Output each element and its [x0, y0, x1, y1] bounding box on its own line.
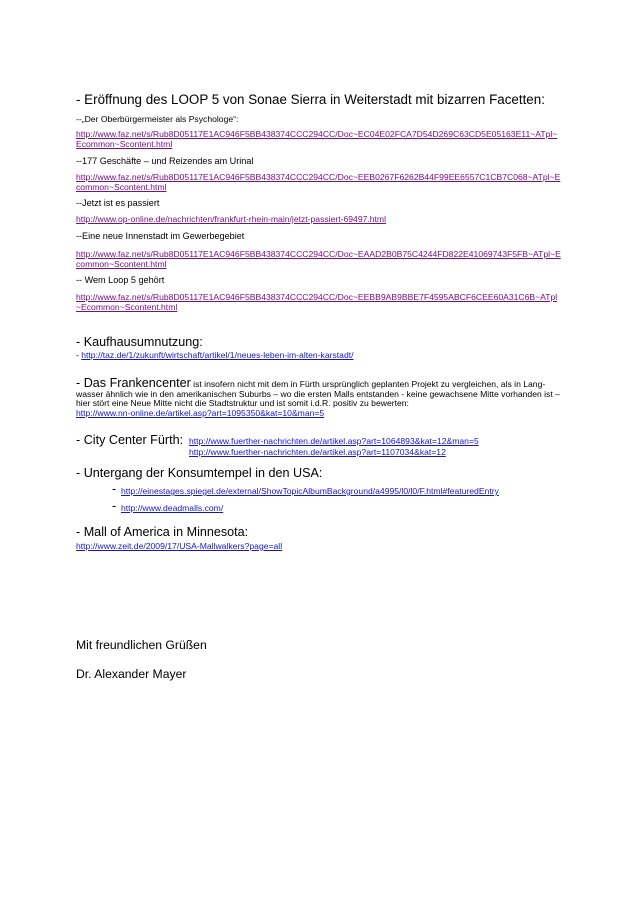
loop5-item-title: --177 Geschäfte – und Reizendes am Urinal — [76, 156, 254, 166]
frankencenter-heading: - Das Frankencenter — [76, 376, 191, 390]
frankencenter-link[interactable]: http://www.nn-online.de/artikel.asp?art=1095350&kat=10&man=5 — [76, 407, 325, 418]
loop5-item-link-cont[interactable]: common~Scontent.html — [76, 182, 167, 192]
kaufhaus-heading: - Kaufhausumnutzung: — [76, 335, 203, 349]
moa-heading: - Mall of America in Minnesota: — [76, 525, 249, 539]
frankencenter-text: wasser ähnlich wie in den amerikanischen Suburbs – wo die ersten Malls entstanden - keine gewachsene Mitte vorhanden ist – — [76, 388, 560, 399]
loop5-item-link[interactable]: http://www.faz.net/s/Rub8D05117E1AC946F5BB438374CCC294CC/Doc~EEB0267F6262B44F99EE6557C1CB7C068~ATpl~E — [76, 172, 561, 182]
signature: Dr. Alexander Mayer — [76, 667, 187, 681]
bullet-dash: - — [112, 482, 117, 496]
loop5-item-link-cont[interactable]: Ecommon~Scontent.html — [76, 139, 173, 149]
kaufhaus-link[interactable]: http://taz.de/1/zukunft/wirtschaft/artikel/1/neues-leben-im-alten-karstadt/ — [81, 350, 354, 360]
loop5-item-link[interactable]: http://www.faz.net/s/Rub8D05117E1AC946F5BB438374CCC294CC/Doc~EC04E02FCA7D54D269C63CD5E05163E11~ATpl~ — [76, 129, 558, 139]
loop5-item-title: -- Wem Loop 5 gehört — [76, 275, 165, 285]
bullet-dash: - — [112, 499, 117, 513]
frankencenter-text: hier stört eine Neue Mitte nicht die Stadtstruktur und ist somit i.d.R. positiv zu bewerten: — [76, 398, 409, 409]
loop5-item-link-cont[interactable]: common~Scontent.html — [76, 259, 167, 269]
citycenter-link[interactable]: http://www.fuerther-nachrichten.de/artikel.asp?art=1064893&kat=12&man=5 — [189, 436, 479, 446]
moa-link[interactable]: http://www.zeit.de/2009/17/USA-Mallwalkers?page=all — [76, 541, 283, 551]
loop5-item-title: --Jetzt ist es passiert — [76, 198, 160, 208]
loop5-item-link[interactable]: http://www.faz.net/s/Rub8D05117E1AC946F5BB438374CCC294CC/Doc~EEBB9AB9BBE7F4595ABCF6CEE60A31C6B~ATpl — [76, 292, 558, 302]
loop5-item-title: --Eine neue Innenstadt im Gewerbegebiet — [76, 231, 245, 241]
dash-prefix: - — [76, 350, 82, 360]
loop5-heading: - Eröffnung des LOOP 5 von Sonae Sierra in Weiterstadt mit bizarren Facetten: — [76, 92, 545, 107]
loop5-item-link[interactable]: http://www.faz.net/s/Rub8D05117E1AC946F5BB438374CCC294CC/Doc~EAAD2B0B75C4244FD822E41069743F5FB~ATpl~E — [76, 249, 561, 259]
konsum-link[interactable]: http://einestages.spiegel.de/external/ShowTopicAlbumBackground/a4995/l0/l0/F.html#featuredEntry — [121, 486, 499, 496]
loop5-item-title: --„Der Oberbürgermeister als Psychologe“: — [76, 114, 239, 124]
loop5-item-link[interactable]: http://www.op-online.de/nachrichten/frankfurt-rhein-main/jetzt-passiert-69497.html — [76, 214, 386, 224]
citycenter-heading: - City Center Fürth: — [76, 433, 184, 447]
frankencenter-text: ist insofern nicht mit dem in Fürth ursprünglich geplanten Projekt zu vergleichen, als in Lang- — [190, 379, 546, 389]
closing-greeting: Mit freundlichen Grüßen — [76, 638, 207, 652]
konsum-link[interactable]: http://www.deadmalls.com/ — [121, 503, 224, 513]
konsum-heading: - Untergang der Konsumtempel in den USA: — [76, 466, 323, 480]
citycenter-link[interactable]: http://www.fuerther-nachrichten.de/artikel.asp?art=1107034&kat=12 — [189, 447, 446, 457]
kaufhaus-link-row — [76, 350, 354, 360]
frankencenter-paragraph — [76, 376, 566, 418]
loop5-item-link-cont[interactable]: ~Ecommon~Scontent.html — [76, 302, 178, 312]
